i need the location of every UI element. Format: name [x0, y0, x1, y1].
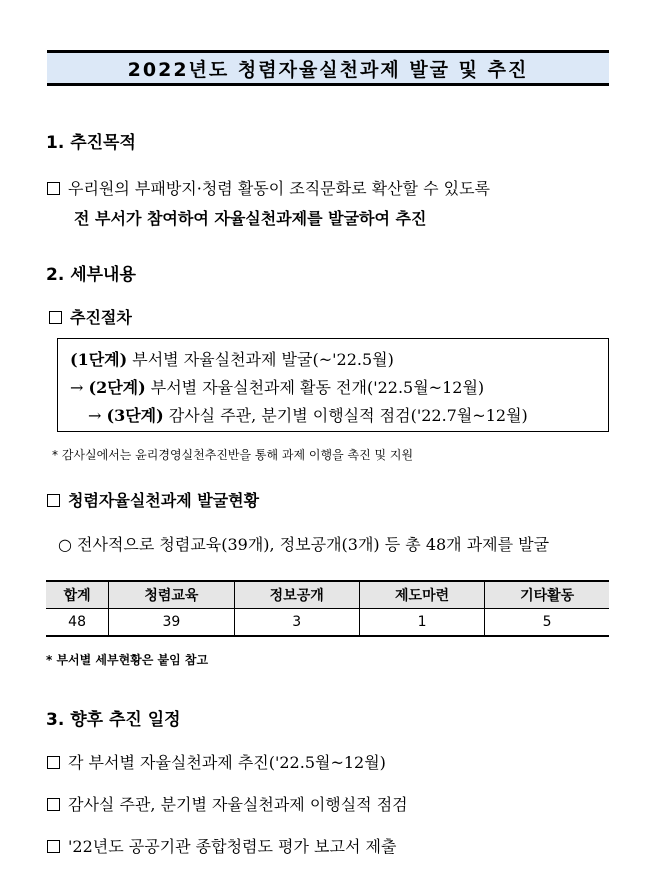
status-heading — [47, 488, 259, 511]
checkbox-icon — [49, 311, 62, 324]
section1-purpose-line2: 전 부서가 참여하여 자율실천과제를 발굴하여 추진 — [74, 209, 427, 228]
checkbox-icon — [47, 182, 60, 195]
stage-3 — [88, 403, 528, 426]
stage-3-label: (3단계) — [106, 406, 164, 425]
procedure-note: * 감사실에서는 윤리경영실천추진반을 통해 과제 이행을 촉진 및 지원 — [52, 448, 414, 462]
checkbox-icon — [47, 494, 60, 507]
section2-heading: 2. 세부내용 — [46, 265, 136, 285]
status-table — [46, 580, 609, 637]
procedure-heading-text: 추진절차 — [70, 308, 132, 327]
schedule-item-2: 감사실 주관, 분기별 자율실천과제 이행실적 점검 — [47, 792, 408, 815]
stage-3-text: 감사실 주관, 분기별 이행실적 점검('22.7월~12월) — [163, 406, 528, 425]
table-header-cell: 제도마련 — [359, 581, 484, 609]
section1-purpose-line1 — [47, 176, 490, 199]
schedule-item-3: '22년도 공공기관 종합청렴도 평가 보고서 제출 — [47, 834, 396, 857]
stage-2-text: 부서별 자율실천과제 활동 전개('22.5월~12월) — [145, 378, 485, 397]
table-row — [46, 609, 609, 637]
checkbox-icon — [47, 756, 60, 769]
section1-heading: 1. 추진목적 — [46, 133, 136, 153]
purpose-text-1: 우리원의 부패방지·청렴 활동이 조직문화로 확산할 수 있도록 — [68, 179, 491, 198]
status-line: ○ 전사적으로 청렴교육(39개), 정보공개(3개) 등 총 48개 과제를 발굴 — [58, 535, 550, 554]
stage-box — [57, 338, 609, 432]
table-cell: 5 — [485, 609, 609, 637]
schedule-item-1: 각 부서별 자율실천과제 추진('22.5월~12월) — [47, 750, 386, 773]
stage-2-label: (2단계) — [88, 378, 146, 397]
table-cell: 3 — [234, 609, 359, 637]
stage-2 — [70, 375, 484, 398]
section3-heading: 3. 향후 추진 일정 — [46, 710, 181, 730]
table-header-cell: 기타활동 — [485, 581, 609, 609]
stage-1-label: (1단계) — [70, 350, 128, 369]
table-cell: 48 — [46, 609, 109, 637]
page-title: 2022년도 청렴자율실천과제 발굴 및 추진 — [47, 50, 609, 86]
checkbox-icon — [47, 798, 60, 811]
table-header-cell: 합계 — [46, 581, 109, 609]
arrow-icon: → — [88, 406, 107, 425]
stage-1 — [70, 347, 394, 370]
table-header-cell: 정보공개 — [234, 581, 359, 609]
table-header-row — [46, 581, 609, 609]
checkbox-icon — [47, 840, 60, 853]
table-note: * 부서별 세부현황은 붙임 참고 — [46, 653, 209, 667]
stage-1-text: 부서별 자율실천과제 발굴(~'22.5월) — [127, 350, 394, 369]
table-header-cell: 청렴교육 — [109, 581, 234, 609]
table-cell: 39 — [109, 609, 234, 637]
procedure-heading — [49, 305, 132, 328]
table-cell: 1 — [359, 609, 484, 637]
status-heading-text: 청렴자율실천과제 발굴현황 — [68, 491, 260, 510]
arrow-icon: → — [70, 378, 89, 397]
